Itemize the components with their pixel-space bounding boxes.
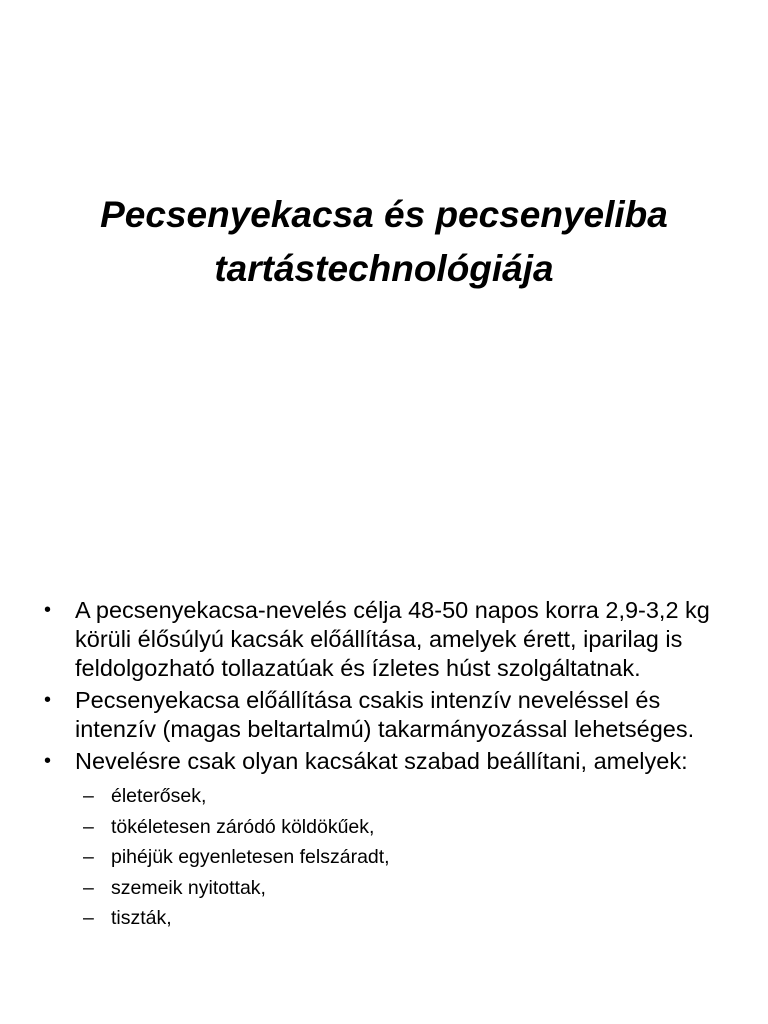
bullet-text: A pecsenyekacsa-nevelés célja 48-50 napos korra 2,9-3,2 kg körüli élősúlyú kacsák előállítása, amelyek érett, iparilag is feldolgozható tollazatúak és ízletes húst szolgáltatnak. xyxy=(75,597,710,681)
bullet-list xyxy=(44,596,744,937)
sub-list-item xyxy=(75,812,744,843)
dash-marker: – xyxy=(83,815,94,838)
dash-marker: – xyxy=(83,876,94,899)
dash-marker: – xyxy=(83,907,94,929)
sub-list-item xyxy=(75,903,744,934)
sub-item-text: szemeik nyitottak, xyxy=(111,876,266,899)
bullet-item xyxy=(44,747,744,934)
sub-item-text: tökéletesen záródó köldökűek, xyxy=(111,815,375,838)
bullet-item xyxy=(44,596,744,683)
sub-item-text: életerősek, xyxy=(111,785,207,807)
bullet-marker: • xyxy=(44,689,52,711)
sub-list-item xyxy=(75,781,744,812)
bullet-marker: • xyxy=(44,599,52,621)
slide-title xyxy=(40,188,728,296)
sub-item-text: pihéjük egyenletesen felszáradt, xyxy=(111,846,390,868)
sub-list-item xyxy=(75,873,744,904)
title-line-1: Pecsenyekacsa és pecsenyeliba xyxy=(100,194,668,235)
dash-marker: – xyxy=(83,846,94,868)
bullet-text: Pecsenyekacsa előállítása csakis intenzív neveléssel és intenzív (magas beltartalmú) takarmányozással lehetséges. xyxy=(75,687,695,742)
dash-marker: – xyxy=(83,785,94,807)
bullet-marker: • xyxy=(44,750,52,772)
title-line-2: tartástechnológiája xyxy=(214,248,554,289)
sub-item-text: tiszták, xyxy=(111,907,172,929)
sub-list xyxy=(75,781,744,934)
bullet-item xyxy=(44,686,744,744)
sub-list-item xyxy=(75,842,744,873)
bullet-text: Nevelésre csak olyan kacsákat szabad beállítani, amelyek: xyxy=(75,748,688,774)
